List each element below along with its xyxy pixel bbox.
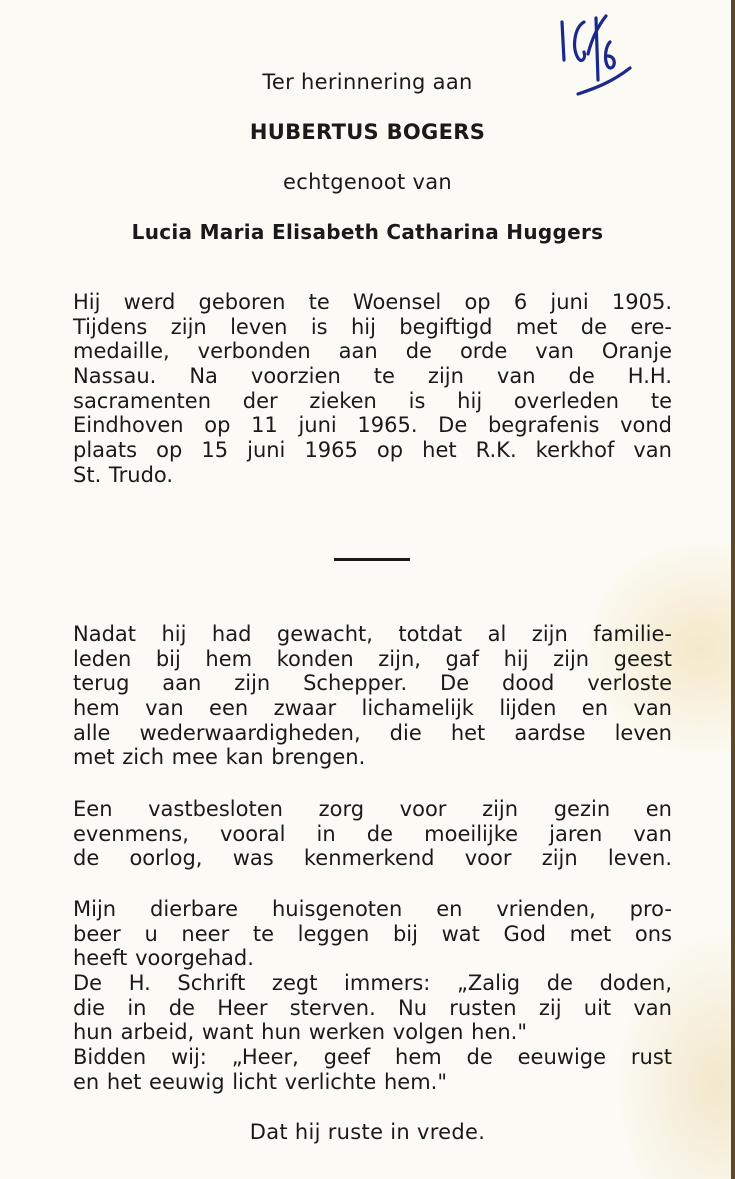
text-line: alle wederwaardigheden, die het aardse leven (73, 720, 672, 745)
text-line: en het eeuwig licht verlichte hem." (73, 1069, 447, 1094)
biography-paragraph (73, 290, 672, 488)
text-line: hem van een zwaar lichamelijk lijden en van (73, 696, 672, 721)
text-line: Hij werd geboren te Woensel op 6 juni 1905. (73, 290, 672, 314)
text-line: Nassau. Na voorzien te zijn van de H.H. (73, 364, 672, 389)
divider-line (334, 558, 410, 561)
text-line: medaille, verbonden aan de orde van Oranje (73, 339, 672, 364)
text-line: De H. Schrift zegt immers: „Zalig de doden, (73, 971, 672, 996)
text-line: heeft voorgehad. (73, 946, 254, 971)
farewell-paragraph (73, 897, 672, 1095)
text-line: Eindhoven op 11 juni 1965. De begrafenis vond (73, 413, 672, 438)
family-paragraph (73, 622, 672, 770)
text-line: Een vastbesloten zorg voor zijn gezin en (73, 797, 672, 821)
deceased-name: HUBERTUS BOGERS (249, 120, 486, 144)
spouse-name: Lucia Maria Elisabeth Catharina Huggers (131, 220, 604, 244)
text-line: beer u neer te leggen bij wat God met ons (73, 921, 672, 946)
text-line: die in de Heer sterven. Nu rusten zij uit van (73, 995, 672, 1020)
closing-line: Dat hij ruste in vrede. (249, 1120, 486, 1144)
text-line: hun arbeid, want hun werken volgen hen." (73, 1020, 528, 1045)
text-line: evenmens, vooral in de moeilijke jaren van (73, 821, 672, 846)
text-line: plaats op 15 juni 1965 op het R.K. kerkhof van (73, 438, 672, 463)
text-line: sacramenten der zieken is hij overleden te (73, 388, 672, 413)
spouse-intro-line: echtgenoot van (283, 170, 452, 194)
care-paragraph (73, 797, 672, 871)
text-line: de oorlog, was kenmerkend voor zijn leven. (73, 846, 672, 871)
text-line: Nadat hij had gewacht, totdat al zijn familie- (73, 622, 672, 646)
text-line: met zich mee kan brengen. (73, 745, 366, 770)
text-line: terug aan zijn Schepper. De dood verloste (73, 671, 672, 696)
intro-line: Ter herinnering aan (262, 70, 473, 94)
text-line: Tijdens zijn leven is hij begiftigd met de ere- (73, 314, 672, 339)
text-line: leden bij hem konden zijn, gaf hij zijn geest (73, 646, 672, 671)
text-line: Bidden wij: „Heer, geef hem de eeuwige rust (73, 1045, 672, 1070)
text-line: St. Trudo. (73, 462, 174, 487)
text-line: Mijn dierbare huisgenoten en vrienden, pro- (73, 897, 672, 921)
